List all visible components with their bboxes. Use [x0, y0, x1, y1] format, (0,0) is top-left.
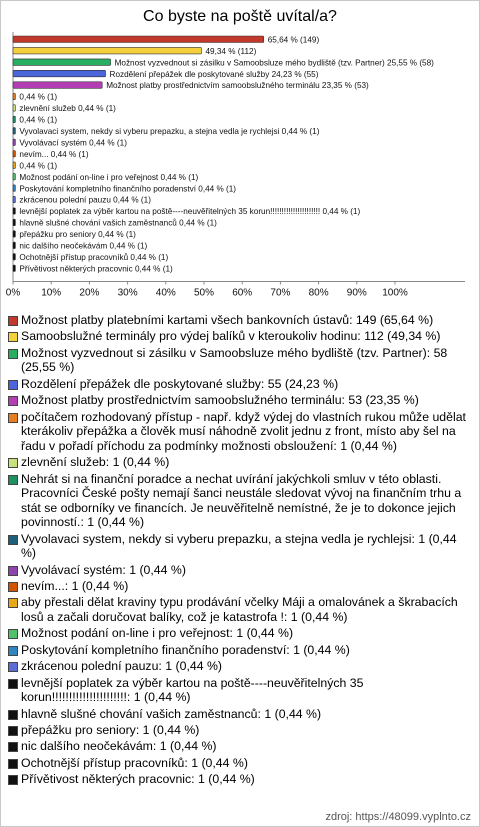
legend-item — [8, 739, 470, 754]
legend-label: Samoobslužné terminály pro výdej balíků v kteroukoliv hodinu: 112 (49,34 %) — [21, 329, 441, 344]
legend-label: Ochotnější přístup pracovníků: 1 (0,44 %) — [21, 755, 248, 770]
legend-swatch — [8, 413, 18, 423]
legend-swatch — [8, 566, 18, 576]
bar-label-10: Vyvolávací systém 0,44 % (1) — [19, 138, 127, 148]
bar-label-13: Možnost podání on-line i pro veřejnost 0,44 % (1) — [19, 172, 199, 182]
legend-item — [8, 393, 470, 408]
bar-17 — [13, 219, 15, 226]
legend-swatch — [8, 380, 18, 390]
legend-label: Možnost platby prostřednictvím samoobslužného terminálu: 53 (23,35 %) — [21, 393, 419, 408]
legend-swatch — [8, 726, 18, 736]
bar-label-18: přepážku pro seniory 0,44 % (1) — [19, 230, 136, 240]
bar-6 — [13, 93, 15, 100]
legend-label: zlevnění služeb: 1 (0,44 %) — [21, 455, 170, 470]
legend-swatch — [8, 349, 18, 359]
legend-label: Vyvolávací systém: 1 (0,44 %) — [21, 562, 186, 577]
bar-18 — [13, 231, 15, 238]
bar-label-11: nevím... 0,44 % (1) — [19, 149, 89, 159]
legend-label: nic dalšího neočekávám: 1 (0,44 %) — [21, 739, 217, 754]
legend-swatch — [8, 710, 18, 720]
bar-12 — [13, 162, 15, 169]
legend-label: Přívětivost některých pracovnic: 1 (0,44 %) — [21, 772, 255, 787]
x-tick-label-4: 30% — [117, 287, 138, 299]
legend-item — [8, 772, 470, 787]
legend-item — [8, 346, 470, 375]
legend-swatch — [8, 662, 18, 672]
bar-13 — [13, 173, 15, 180]
legend-item — [8, 329, 470, 344]
bar-4 — [13, 70, 106, 77]
x-tick-label-2: 10% — [41, 287, 62, 299]
x-tick-label-3: 20% — [79, 287, 100, 299]
legend-swatch — [8, 629, 18, 639]
legend-swatch — [8, 775, 18, 785]
bar-21 — [13, 265, 15, 272]
bar-label-3: Možnost vyzvednout si zásilku v Samoobsluze mého bydliště (tzv. Partner) 25,55 % (58) — [114, 58, 434, 68]
bar-16 — [13, 208, 15, 215]
legend-item — [8, 579, 470, 594]
bar-label-1: 65,64 % (149) — [267, 35, 320, 45]
x-tick-label-1: 0% — [5, 287, 21, 299]
legend-label: hlavně slušné chování vašich zaměstnanců: 1 (0,44 %) — [21, 706, 322, 721]
legend-swatch — [8, 759, 18, 769]
bar-5 — [13, 82, 102, 89]
bar-label-12: 0,44 % (1) — [19, 161, 58, 171]
legend-item — [8, 626, 470, 641]
legend-label: Vyvolavaci system, nekdy si vyberu prepazku, a stejna vedla je rychlejsi: 1 (0,44 %) — [21, 531, 457, 561]
x-tick-label-6: 50% — [193, 287, 215, 299]
legend-swatch — [8, 332, 18, 342]
legend-swatch — [8, 742, 18, 752]
legend-item — [8, 723, 470, 738]
bar-11 — [13, 151, 15, 158]
bar-label-6: 0,44 % (1) — [19, 92, 58, 102]
x-tick-label-9: 80% — [308, 287, 329, 299]
source-label: zdroj: https://48099.vyplnto.cz — [325, 811, 471, 823]
bar-label-5: Možnost platby prostřednictvím samoobslužného terminálu 23,35 % (53) — [106, 81, 369, 91]
legend-swatch — [8, 646, 18, 656]
legend-swatch — [8, 679, 18, 689]
legend-swatch — [8, 475, 18, 485]
legend-item — [8, 410, 470, 454]
bar-label-20: Ochotnější přístup pracovníků 0,44 % (1) — [19, 252, 169, 262]
bar-2 — [13, 47, 201, 54]
bar-7 — [13, 105, 15, 112]
legend-item — [8, 676, 470, 705]
legend-label: Možnost platby platebními kartami všech bankovních ústavů: 149 (65,64 %) — [21, 313, 434, 327]
bar-label-8: 0,44 % (1) — [19, 115, 58, 125]
legend-label: Možnost vyzvednout si zásilku v Samoobsluze mého bydliště (tzv. Partner): 58 (25,55 %) — [21, 345, 448, 375]
legend-label: levnější poplatek za výběr kartou na poště----neuvěřitelných 35 korun!!!!!!!!!!!!!!!!!!!!!!: 1 (0,44 %) — [21, 675, 364, 705]
legend-swatch — [8, 316, 18, 326]
x-tick-label-7: 60% — [232, 287, 253, 299]
bar-label-21: Přívětivost některých pracovnic 0,44 % (1) — [19, 264, 173, 274]
bar-label-7: zlevnění služeb 0,44 % (1) — [19, 104, 116, 114]
bar-19 — [13, 242, 15, 249]
legend-label: Možnost podání on-line i pro veřejnost: 1 (0,44 %) — [21, 626, 294, 641]
legend-swatch — [8, 396, 18, 406]
chart-legend — [8, 313, 470, 789]
legend-label: zkrácenou polední pauzu: 1 (0,44 %) — [21, 659, 222, 674]
legend-label: nevím...: 1 (0,44 %) — [21, 579, 129, 594]
bar-8 — [13, 116, 15, 123]
legend-label: počítačem rozhodovaný přístup - např. když výdej do vlastních rukou může udělat kterákoliv přepážka a člověk musí náhodně zvolit jednu z front, místo aby šel na řadu v pořadí příchodu za podmínky možnosti obsloužení: 1 (0,44 %) — [21, 409, 466, 453]
bar-label-19: nic dalšího neočekávám 0,44 % (1) — [19, 241, 148, 251]
legend-label: Poskytování kompletního finančního poradenství: 1 (0,44 %) — [21, 642, 350, 657]
bar-3 — [13, 59, 111, 66]
x-tick-label-5: 40% — [155, 287, 176, 299]
bar-label-9: Vyvolavaci system, nekdy si vyberu prepazku, a stejna vedla je rychlejsi 0,44 % (1) — [19, 127, 320, 136]
legend-label: přepážku pro seniory: 1 (0,44 %) — [21, 722, 200, 737]
legend-item — [8, 643, 470, 658]
legend-label: Rozdělení přepážek dle poskytované služby: 55 (24,23 %) — [21, 376, 339, 391]
legend-item — [8, 595, 470, 624]
legend-label: Nehrát si na finanční poradce a nechat uvírání jakýchkoli smluv v této oblasti. Pracovníci České pošty nemají šanci neustále sledovat vývoj na finančním trhu a stát se odborníky ve financích. Je neuvěřitelně nemístné, že je to dokonce jejich povinností.: 1 (0,44 %) — [21, 471, 462, 530]
x-tick-label-11: 100% — [382, 287, 408, 299]
bar-label-17: hlavně slušné chování vašich zaměstnanců 0,44 % (1) — [19, 218, 217, 228]
legend-swatch — [8, 598, 18, 608]
legend-swatch — [8, 458, 18, 468]
legend-item — [8, 532, 470, 561]
bar-label-2: 49,34 % (112) — [205, 46, 257, 56]
bar-14 — [13, 185, 15, 192]
legend-item — [8, 756, 470, 771]
bar-9 — [13, 128, 15, 135]
bar-1 — [13, 36, 264, 43]
legend-item — [8, 377, 470, 392]
bar-label-4: Rozdělení přepážek dle poskytované služby 24,23 % (55) — [109, 69, 319, 79]
legend-swatch — [8, 535, 18, 545]
legend-item — [8, 659, 470, 674]
bar-15 — [13, 196, 15, 203]
legend-item — [8, 313, 470, 328]
legend-swatch — [8, 582, 18, 592]
bar-10 — [13, 139, 15, 146]
bar-20 — [13, 254, 15, 260]
legend-item — [8, 563, 470, 578]
legend-item — [8, 707, 470, 722]
bar-label-15: zkrácenou polední pauzu 0,44 % (1) — [19, 195, 151, 205]
legend-item — [8, 472, 470, 530]
chart-title: Co byste na poště uvítal/a? — [143, 8, 337, 25]
bar-label-14: Poskytování kompletního finančního poradenství 0,44 % (1) — [19, 184, 237, 194]
bar-chart-plot — [0, 0, 480, 310]
x-tick-label-10: 90% — [346, 287, 367, 299]
legend-item — [8, 455, 470, 470]
x-tick-label-8: 70% — [270, 287, 291, 299]
legend-label: aby přestali dělat kraviny typu prodávání včelky Máji a omalovánek a škrabacích losů a začali doručovat balíky, což je katastrofa !: 1 (0,44 %) — [21, 595, 458, 625]
bar-label-16: levnější poplatek za výběr kartou na poště----neuvěřitelných 35 korun!!!!!!!!!!!!!!!!!!!!!! 0,44 % (1) — [19, 207, 361, 217]
